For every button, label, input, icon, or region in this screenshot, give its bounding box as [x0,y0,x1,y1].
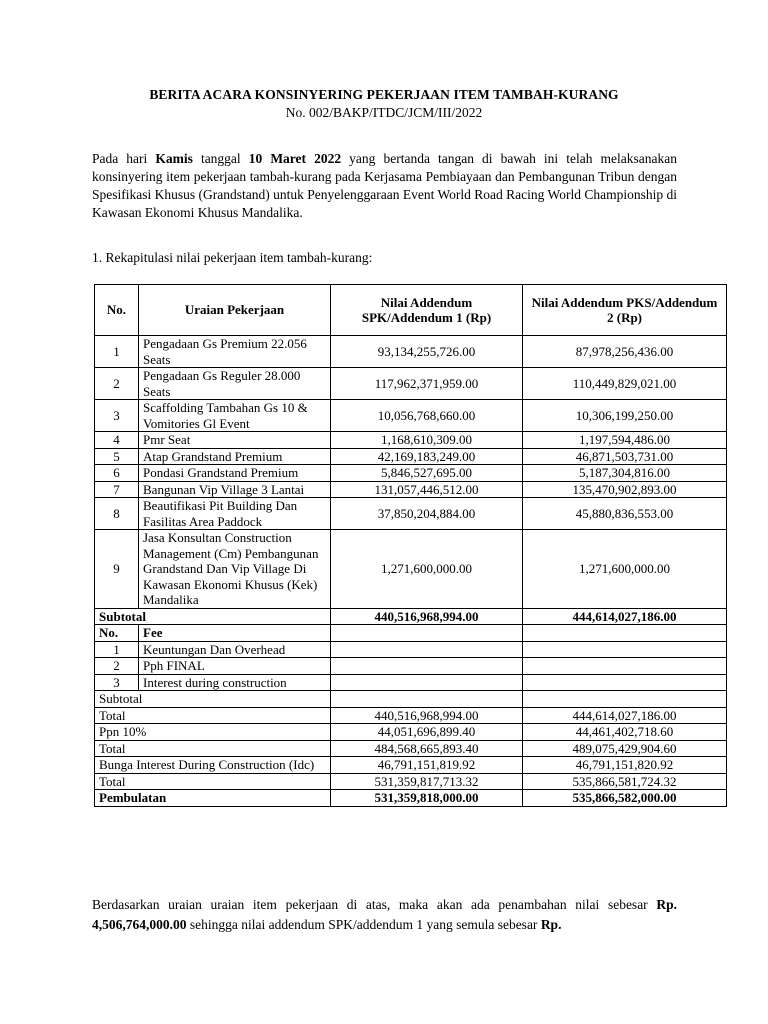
item-description: Pengadaan Gs Premium 22.056 Seats [139,336,331,368]
item-addendum-1: 117,962,371,959.00 [331,368,523,400]
fee-header-empty-2 [523,625,727,642]
header-addendum-2: Nilai Addendum PKS/Addendum 2 (Rp) [523,285,727,336]
total-after-ppn-addendum-2: 489,075,429,904.60 [523,740,727,757]
item-no: 1 [95,336,139,368]
ppn-addendum-2: 44,461,402,718.60 [523,724,727,741]
item-no: 2 [95,368,139,400]
fee-description: Pph FINAL [139,658,331,675]
subtotal-addendum-2: 444,614,027,186.00 [523,608,727,625]
fee-rows [95,641,727,691]
item-addendum-1: 1,271,600,000.00 [331,530,523,609]
item-row [95,465,727,482]
subtotal-row [95,608,727,625]
pembulatan-addendum-1: 531,359,818,000.00 [331,790,523,807]
document-title: BERITA ACARA KONSINYERING PEKERJAAN ITEM TAMBAH-KURANG [149,87,619,102]
fee-row [95,658,727,675]
fee-header-no: No. [95,625,139,642]
intro-text-1: Pada hari [92,151,156,166]
item-no: 7 [95,481,139,498]
item-addendum-1: 1,168,610,309.00 [331,432,523,449]
item-description: Atap Grandstand Premium [139,448,331,465]
item-no: 9 [95,530,139,609]
item-addendum-2: 135,470,902,893.00 [523,481,727,498]
total-after-ppn-row [95,740,727,757]
item-addendum-2: 1,197,594,486.00 [523,432,727,449]
grand-total-addendum-2: 535,866,581,724.32 [523,773,727,790]
fee-addendum-1 [331,674,523,691]
total-rows [95,691,727,807]
fee-no: 1 [95,641,139,658]
grand-total-label: Total [95,773,331,790]
subtotal-addendum-1: 440,516,968,994.00 [331,608,523,625]
item-description: Scaffolding Tambahan Gs 10 & Vomitories Gl Event [139,400,331,432]
intro-text-3: yang bertanda tangan di bawah ini telah melaksanakan konsinyering item pekerjaan tambah-kurang pada Kerjasama Pembiayaan dan Pembangunan Tribun dengan Spesifikasi Khusus (Grandstand) untuk Penyelenggaraan Event World Road Racing World Championship di Kawasan Ekonomi Khusus Mandalika. [92,151,677,220]
grand-total-addendum-1: 531,359,817,713.32 [331,773,523,790]
item-addendum-2: 1,271,600,000.00 [523,530,727,609]
item-no: 8 [95,498,139,530]
item-no: 4 [95,432,139,449]
intro-date: 10 Maret 2022 [248,151,342,166]
item-addendum-1: 42,169,183,249.00 [331,448,523,465]
item-addendum-1: 131,057,446,512.00 [331,481,523,498]
item-addendum-1: 93,134,255,726.00 [331,336,523,368]
table-header-row [95,285,727,336]
fee-subtotal-row [95,691,727,708]
item-addendum-1: 37,850,204,884.00 [331,498,523,530]
total-addendum-2: 444,614,027,186.00 [523,707,727,724]
closing-text-1: Berdasarkan uraian uraian item pekerjaan di atas, maka akan ada penambahan nilai sebesar [92,897,657,912]
item-row [95,336,727,368]
fee-no: 3 [95,674,139,691]
total-addendum-1: 440,516,968,994.00 [331,707,523,724]
item-no: 5 [95,448,139,465]
fee-description: Keuntungan Dan Overhead [139,641,331,658]
item-description: Pengadaan Gs Reguler 28.000 Seats [139,368,331,400]
intro-paragraph [92,150,677,222]
fee-header-row [95,625,727,642]
item-row [95,530,727,609]
header-uraian: Uraian Pekerjaan [139,285,331,336]
bunga-label: Bunga Interest During Construction (Idc) [95,757,331,774]
summary-rows [95,608,727,641]
item-row [95,400,727,432]
item-addendum-1: 5,846,527,695.00 [331,465,523,482]
ppn-label: Ppn 10% [95,724,331,741]
item-row [95,368,727,400]
item-row [95,481,727,498]
fee-addendum-2 [523,658,727,675]
fee-description: Interest during construction [139,674,331,691]
ppn-addendum-1: 44,051,696,899.40 [331,724,523,741]
fee-row [95,674,727,691]
fee-addendum-1 [331,658,523,675]
fee-header-label: Fee [139,625,331,642]
section-heading: 1. Rekapitulasi nilai pekerjaan item tambah-kurang: [92,250,373,265]
item-addendum-2: 45,880,836,553.00 [523,498,727,530]
item-no: 6 [95,465,139,482]
fee-addendum-2 [523,674,727,691]
header-addendum-1: Nilai Addendum SPK/Addendum 1 (Rp) [331,285,523,336]
total-after-ppn-addendum-1: 484,568,665,893.40 [331,740,523,757]
pembulatan-addendum-2: 535,866,582,000.00 [523,790,727,807]
bunga-addendum-1: 46,791,151,819.92 [331,757,523,774]
fee-row [95,641,727,658]
fee-header-empty-1 [331,625,523,642]
document-number: No. 002/BAKP/ITDC/JCM/III/2022 [285,105,483,120]
fee-no: 2 [95,658,139,675]
item-description: Bangunan Vip Village 3 Lantai [139,481,331,498]
item-addendum-2: 10,306,199,250.00 [523,400,727,432]
fee-subtotal-label: Subtotal [95,691,331,708]
item-description: Pmr Seat [139,432,331,449]
fee-addendum-2 [523,641,727,658]
total-after-ppn-label: Total [95,740,331,757]
item-row [95,448,727,465]
pembulatan-row [95,790,727,807]
grand-total-row [95,773,727,790]
fee-subtotal-addendum-1 [331,691,523,708]
item-description: Beautifikasi Pit Building Dan Fasilitas Area Paddock [139,498,331,530]
closing-paragraph [92,895,677,935]
item-addendum-2: 87,978,256,436.00 [523,336,727,368]
item-description: Jasa Konsultan Construction Management (Cm) Pembangunan Grandstand Dan Vip Village Di Kawasan Ekonomi Khusus (Kek) Mandalika [139,530,331,609]
closing-text-2: sehingga nilai addendum SPK/addendum 1 yang semula sebesar [186,917,541,932]
item-description: Pondasi Grandstand Premium [139,465,331,482]
intro-text-2: tanggal [192,151,249,166]
item-row [95,432,727,449]
item-addendum-2: 110,449,829,021.00 [523,368,727,400]
item-row [95,498,727,530]
header-no: No. [95,285,139,336]
bunga-addendum-2: 46,791,151,820.92 [523,757,727,774]
ppn-row [95,724,727,741]
bunga-row [95,757,727,774]
item-addendum-2: 46,871,503,731.00 [523,448,727,465]
subtotal-label: Subtotal [95,608,331,625]
item-addendum-1: 10,056,768,660.00 [331,400,523,432]
item-no: 3 [95,400,139,432]
total-row [95,707,727,724]
intro-day: Kamis [155,151,193,166]
closing-trail: Rp. [540,917,562,932]
pembulatan-label: Pembulatan [95,790,331,807]
closing-amount: Rp. 4,506,764,000.00 [92,897,677,932]
fee-subtotal-addendum-2 [523,691,727,708]
fee-addendum-1 [331,641,523,658]
total-label: Total [95,707,331,724]
item-rows [95,336,727,609]
recap-table [94,284,727,807]
item-addendum-2: 5,187,304,816.00 [523,465,727,482]
